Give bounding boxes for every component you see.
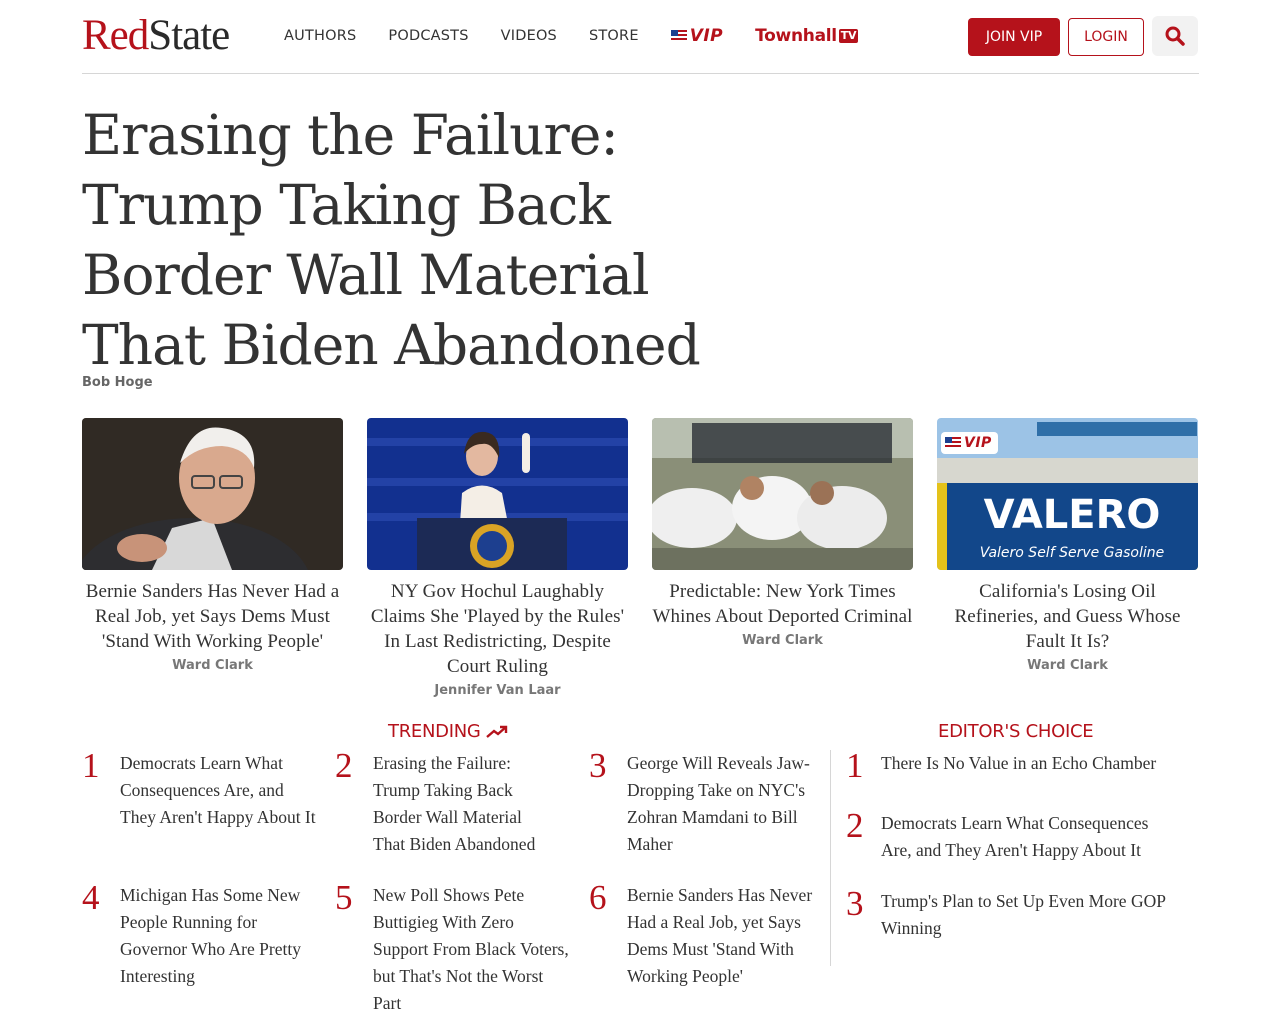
trending-rank: 6 [589, 878, 607, 917]
editors-choice-link[interactable]: There Is No Value in an Echo Chamber [881, 753, 1157, 773]
trending-rank: 2 [335, 746, 353, 785]
card-author[interactable]: Ward Clark [172, 658, 253, 673]
card-image[interactable] [367, 418, 628, 570]
trending-rank: 1 [82, 746, 100, 785]
nav-podcasts[interactable]: PODCASTS [388, 28, 469, 44]
article-author[interactable]: Bob Hoge [82, 375, 153, 390]
search-icon [1165, 26, 1185, 46]
trending-rank: 4 [82, 878, 100, 917]
nav-store[interactable]: STORE [588, 28, 639, 44]
search-button[interactable] [1152, 16, 1198, 56]
townhall-label: Townhall [755, 26, 837, 46]
vip-label: VIP [689, 26, 724, 46]
card-title[interactable]: NY Gov Hochul Laughably Claims She 'Played by the Rules' In Last Redistricting, Despite Court Ruling [370, 581, 625, 677]
card-author[interactable]: Ward Clark [742, 633, 823, 648]
vip-badge-label: VIP [964, 435, 992, 451]
login-button[interactable]: LOGIN [1068, 18, 1144, 56]
editors-choice-rank: 2 [846, 806, 864, 845]
editors-choice-link[interactable]: Democrats Learn What Consequences Are, and They Aren't Happy About It [881, 813, 1149, 860]
nav-townhall-tv[interactable] [755, 26, 858, 46]
trending-rank: 3 [589, 746, 607, 785]
story-card[interactable] [367, 418, 628, 698]
valero-sign-text: VALERO [983, 492, 1161, 538]
site-logo[interactable] [82, 12, 229, 60]
nav-authors[interactable]: AUTHORS [284, 28, 357, 44]
join-vip-button[interactable]: JOIN VIP [968, 18, 1060, 56]
story-card[interactable] [652, 418, 913, 648]
site-header [82, 0, 1199, 74]
story-card[interactable] [82, 418, 343, 673]
trending-up-icon [486, 725, 508, 739]
trending-link[interactable]: Democrats Learn What Consequences Are, and They Aren't Happy About It [120, 753, 316, 827]
tv-badge: TV [840, 29, 857, 42]
card-author[interactable]: Ward Clark [1027, 658, 1108, 673]
editors-choice-rank: 1 [846, 746, 864, 785]
trending-link[interactable]: Michigan Has Some New People Running for Governor Who Are Pretty Interesting [120, 885, 301, 986]
trending-link[interactable]: New Poll Shows Pete Buttigieg With Zero Support From Black Voters, but That's Not the Worst Part [373, 885, 569, 1013]
flag-icon [945, 437, 961, 449]
vip-badge [941, 432, 998, 454]
editors-choice-heading: EDITOR'S CHOICE [938, 721, 1094, 742]
trending-link[interactable]: Bernie Sanders Has Never Had a Real Job, yet Says Dems Must 'Stand With Working People' [627, 885, 813, 986]
logo-dark-part: State [148, 12, 230, 59]
editors-choice-link[interactable]: Trump's Plan to Set Up Even More GOP Winning [881, 891, 1166, 938]
main-nav [284, 26, 858, 46]
editors-choice-rank: 3 [846, 884, 864, 923]
flag-icon [671, 30, 687, 42]
article-headline[interactable]: Erasing the Failure: Trump Taking Back Border Wall Material That Biden Abandoned [82, 103, 700, 377]
trending-link[interactable]: Erasing the Failure: Trump Taking Back Border Wall Material That Biden Abandoned [373, 753, 536, 854]
column-divider [830, 750, 831, 966]
valero-sign-subtext: Valero Self Serve Gasoline [979, 545, 1165, 561]
card-image[interactable] [652, 418, 913, 570]
story-card[interactable] [937, 418, 1198, 673]
trending-link[interactable]: George Will Reveals Jaw-Dropping Take on NYC's Zohran Mamdani to Bill Maher [627, 753, 810, 854]
logo-red-part: Red [82, 12, 149, 59]
card-title[interactable]: Bernie Sanders Has Never Had a Real Job, yet Says Dems Must 'Stand With Working People' [85, 581, 340, 652]
card-title[interactable]: California's Losing Oil Refineries, and Guess Whose Fault It Is? [954, 581, 1181, 652]
card-title[interactable]: Predictable: New York Times Whines About Deported Criminal [652, 581, 913, 627]
card-image[interactable] [82, 418, 343, 570]
trending-rank: 5 [335, 878, 353, 917]
card-author[interactable]: Jennifer Van Laar [434, 683, 561, 698]
nav-videos[interactable]: VIDEOS [500, 28, 557, 44]
trending-heading [388, 720, 508, 744]
card-image[interactable] [937, 418, 1198, 570]
trending-label: TRENDING [388, 721, 481, 742]
nav-vip[interactable] [671, 26, 723, 46]
